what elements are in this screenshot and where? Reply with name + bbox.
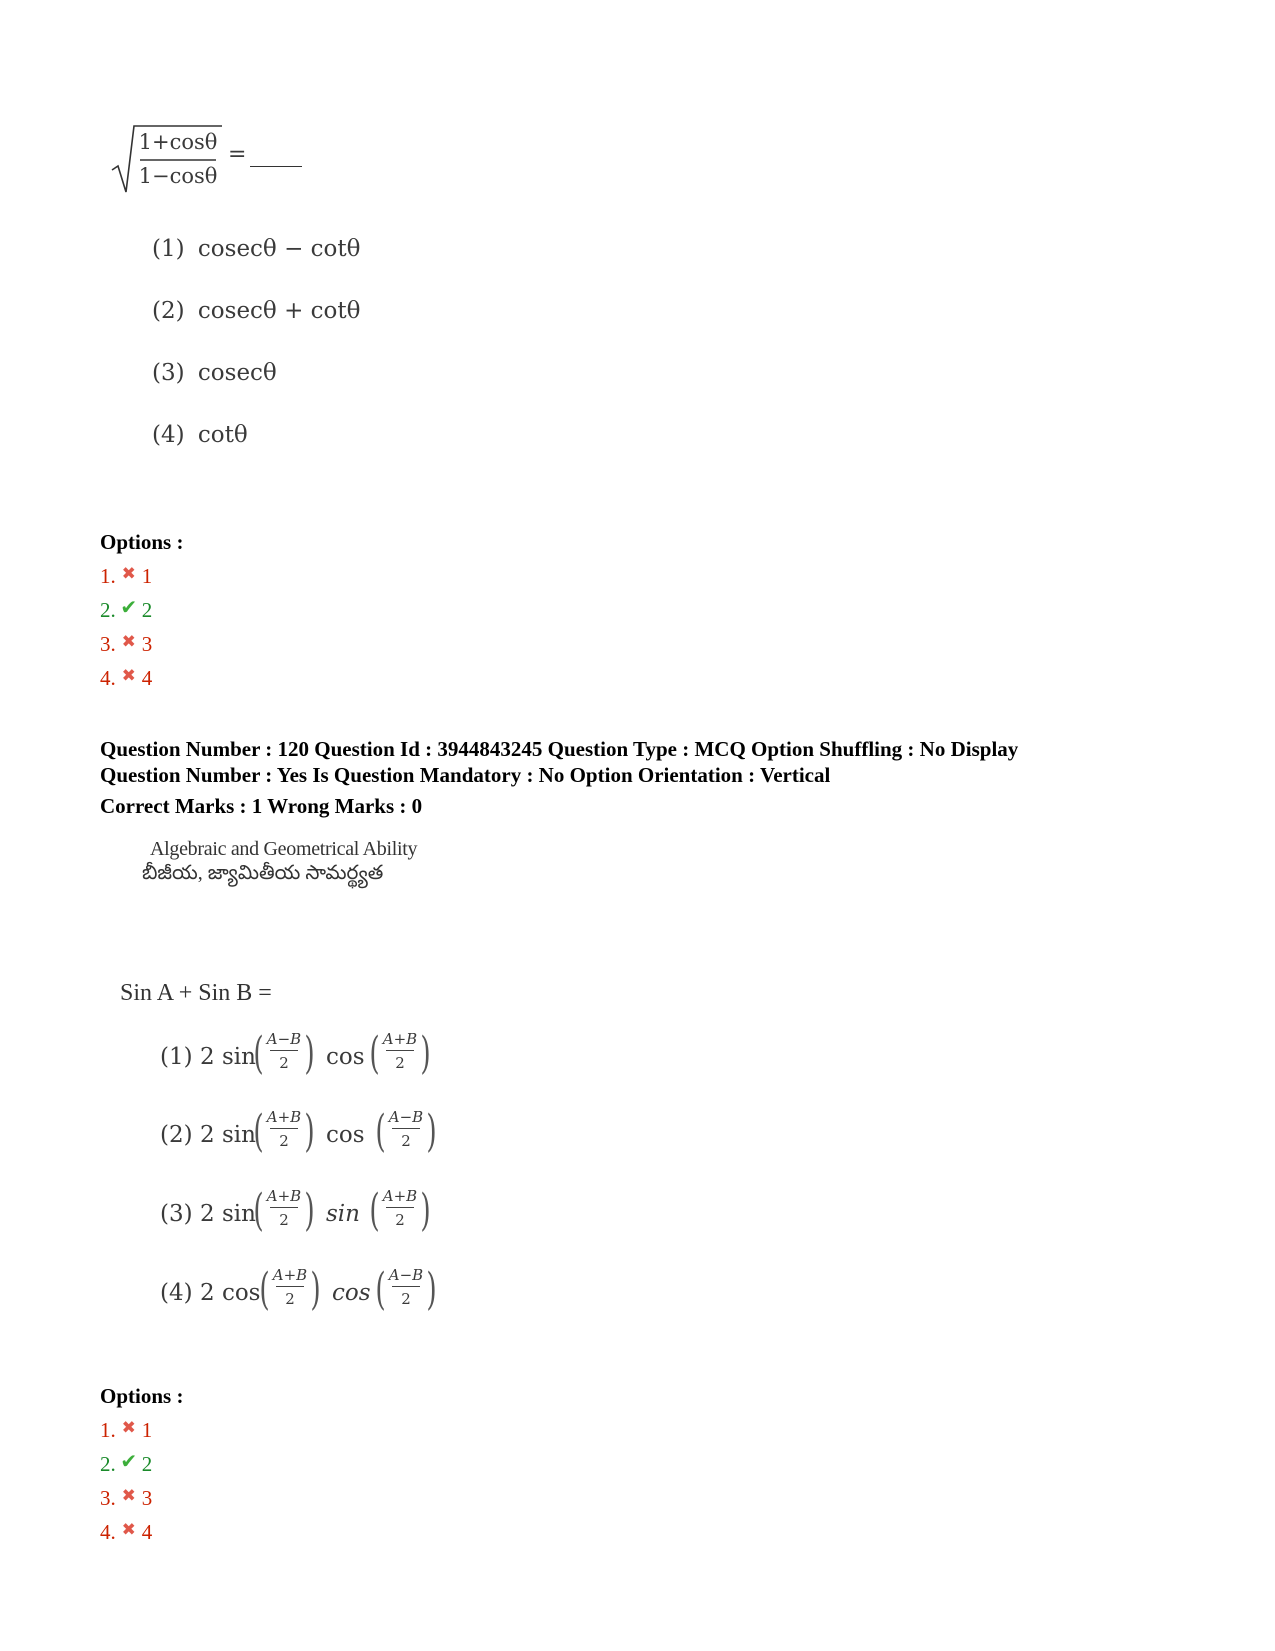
choice-text: cosecθ [197,360,277,386]
option-value: 1 [141,564,153,588]
paren-open: ( [253,1028,264,1079]
q1-answer-blank [250,166,302,167]
fraction-denominator: 2 [395,1054,405,1072]
option-number: 4. [100,1520,116,1544]
q2-marks: Correct Marks : 1 Wrong Marks : 0 [100,794,423,818]
paren-open: ( [253,1185,264,1236]
choice-number: (2) [152,298,185,324]
choice-number: (4) [160,1280,193,1306]
wrong-icon: ✖ [121,1486,136,1505]
choice-function: cos [326,1122,365,1148]
option-value: 1 [141,1418,153,1442]
fraction-numerator: A+B [266,1108,302,1126]
fraction-bar [392,1128,420,1129]
q1-choice-3 [152,360,277,386]
q1-choice-4 [152,422,248,448]
paren-open: ( [369,1185,380,1236]
option-number: 3. [100,632,116,656]
q2-option-2 [100,1452,152,1477]
choice-number: (2) [160,1122,193,1148]
fraction-bar [392,1286,420,1287]
paren-close: ) [426,1106,437,1157]
q2-meta [100,736,1220,788]
choice-number: (1) [160,1044,193,1070]
q1-equals-sign: = [228,142,247,167]
fraction-numerator: A+B [272,1266,308,1284]
q1-choice-1 [152,236,361,262]
wrong-icon: ✖ [121,1520,136,1539]
fraction-numerator: A+B [266,1187,302,1205]
q1-option-4 [100,666,152,691]
option-number: 2. [100,1452,116,1476]
choice-text: cosecθ + cotθ [197,298,361,324]
correct-icon: ✔ [120,1451,138,1473]
choice-text: cotθ [197,422,248,448]
choice-function: sin [326,1201,360,1227]
paren-close: ) [420,1185,431,1236]
choice-text: cosecθ − cotθ [197,236,361,262]
fraction-bar [270,1207,298,1208]
choice-coefficient: 2 sin [200,1201,256,1227]
q2-subject-telugu: బీజీయ, జ్యామితీయ సామర్థ్యత [142,862,384,884]
q1-fraction-numerator: 1+cosθ [138,130,218,154]
fraction-bar [386,1050,414,1051]
correct-icon: ✔ [120,597,138,619]
option-number: 4. [100,666,116,690]
option-number: 1. [100,564,116,588]
q2-option-3 [100,1486,152,1511]
choice-coefficient: 2 sin [200,1044,256,1070]
q2-options-title: Options : [100,1384,184,1408]
fraction-numerator: A+B [382,1030,418,1048]
choice-function: cos [326,1044,365,1070]
option-value: 3 [141,632,153,656]
q2-subject-english: Algebraic and Geometrical Ability [150,838,418,860]
paren-close: ) [304,1028,315,1079]
choice-number: (3) [152,360,185,386]
q1-choice-2 [152,298,361,324]
q1-option-2 [100,598,152,623]
choice-number: (1) [152,236,185,262]
paren-open: ( [259,1264,270,1315]
fraction-numerator: A+B [382,1187,418,1205]
q2-option-4 [100,1520,152,1545]
option-number: 1. [100,1418,116,1442]
option-value: 3 [141,1486,153,1510]
fraction-denominator: 2 [395,1211,405,1229]
option-value: 4 [141,666,153,690]
choice-number: (4) [152,422,185,448]
fraction-bar [270,1128,298,1129]
wrong-icon: ✖ [121,666,136,685]
q2-meta-line-1: Question Number : 120 Question Id : 3944843245 Question Type : MCQ Option Shuffling : No Display [100,737,1019,761]
paren-close: ) [304,1106,315,1157]
paren-close: ) [426,1264,437,1315]
option-value: 2 [141,1452,153,1476]
wrong-icon: ✖ [121,1418,136,1437]
paren-open: ( [369,1028,380,1079]
paren-close: ) [304,1185,315,1236]
q2-meta-line-2: Question Number : Yes Is Question Mandatory : No Option Orientation : Vertical [100,763,831,787]
q1-options-title: Options : [100,530,184,554]
choice-coefficient: 2 sin [200,1122,256,1148]
fraction-denominator: 2 [279,1054,289,1072]
choice-coefficient: 2 cos [200,1280,261,1306]
fraction-bar [386,1207,414,1208]
fraction-bar [270,1050,298,1051]
option-value: 2 [141,598,153,622]
paren-close: ) [420,1028,431,1079]
fraction-denominator: 2 [285,1290,295,1308]
q1-option-1 [100,564,152,589]
q1-fraction-denominator: 1−cosθ [138,164,218,188]
choice-number: (3) [160,1201,193,1227]
option-value: 4 [141,1520,153,1544]
wrong-icon: ✖ [121,564,136,583]
wrong-icon: ✖ [121,632,136,651]
q1-stem-formula [110,118,340,198]
paren-open: ( [375,1264,386,1315]
paren-open: ( [253,1106,264,1157]
fraction-denominator: 2 [279,1211,289,1229]
q1-option-3 [100,632,152,657]
fraction-numerator: A−B [388,1108,424,1126]
paren-close: ) [310,1264,321,1315]
paren-open: ( [375,1106,386,1157]
option-number: 2. [100,598,116,622]
fraction-denominator: 2 [401,1132,411,1150]
choice-function: cos [332,1280,371,1306]
fraction-denominator: 2 [279,1132,289,1150]
q2-option-1 [100,1418,152,1443]
fraction-denominator: 2 [401,1290,411,1308]
fraction-numerator: A−B [388,1266,424,1284]
q2-stem: Sin A + Sin B = [120,980,272,1006]
option-number: 3. [100,1486,116,1510]
fraction-numerator: A−B [266,1030,302,1048]
fraction-bar [276,1286,304,1287]
